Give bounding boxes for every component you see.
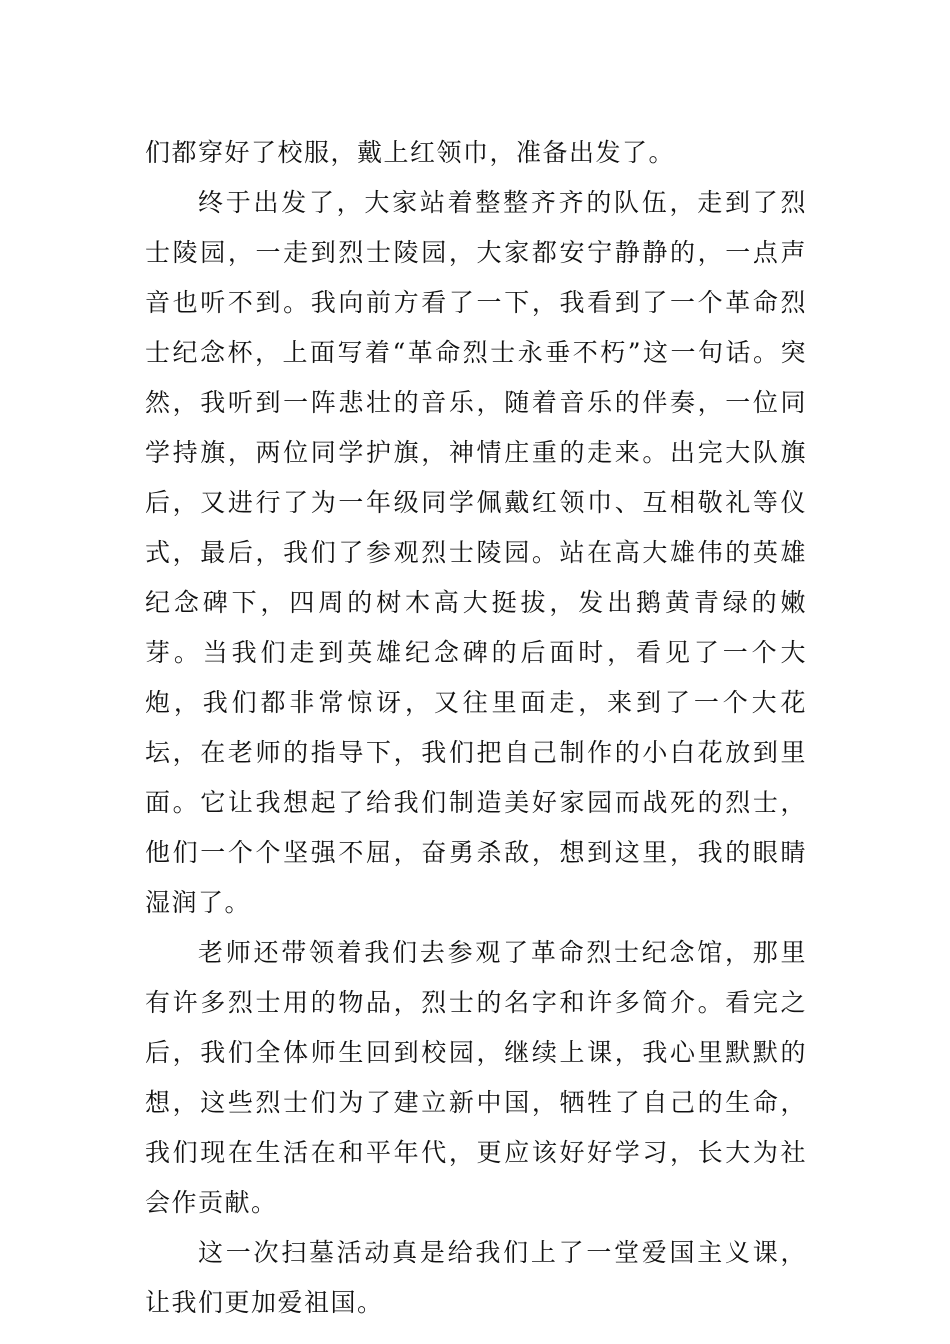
document-page (145, 128, 807, 1328)
paragraph-cemetery-visit: 终于出发了，大家站着整整齐齐的队伍，走到了烈士陵园，一走到烈士陵园，大家都安宁静静的，一点声音也听不到。我向前方看了一下，我看到了一个革命烈士纪念杯，上面写着“革命烈士永垂不朽”这一句话。突然，我听到一阵悲壮的音乐，随着音乐的伴奏，一位同学持旗，两位同学护旗，神情庄重的走来。出完大队旗后，又进行了为一年级同学佩戴红领巾、互相敬礼等仪式，最后，我们了参观烈士陵园。站在高大雄伟的英雄纪念碑下，四周的树木高大挺拔，发出鹅黄青绿的嫩芽。当我们走到英雄纪念碑的后面时，看见了一个大炮，我们都非常惊讶，又往里面走，来到了一个大花坛，在老师的指导下，我们把自己制作的小白花放到里面。它让我想起了给我们制造美好家园而战死的烈士，他们一个个坚强不屈，奋勇杀敌，想到这里，我的眼睛湿润了。 (145, 188, 807, 917)
paragraph-memorial-hall: 老师还带领着我们去参观了革命烈士纪念馆，那里有许多烈士用的物品，烈士的名字和许多简介。看完之后，我们全体师生回到校园，继续上课，我心里默默的想，这些烈士们为了建立新中国，牺牲了自己的生命，我们现在生活在和平年代，更应该好好学习，长大为社会作贡献。 (145, 938, 807, 1217)
paragraph-conclusion: 这一次扫墓活动真是给我们上了一堂爱国主义课，让我们更加爱祖国。 (145, 1238, 807, 1317)
paragraph-continued: 们都穿好了校服，戴上红领巾，准备出发了。 (145, 138, 676, 167)
